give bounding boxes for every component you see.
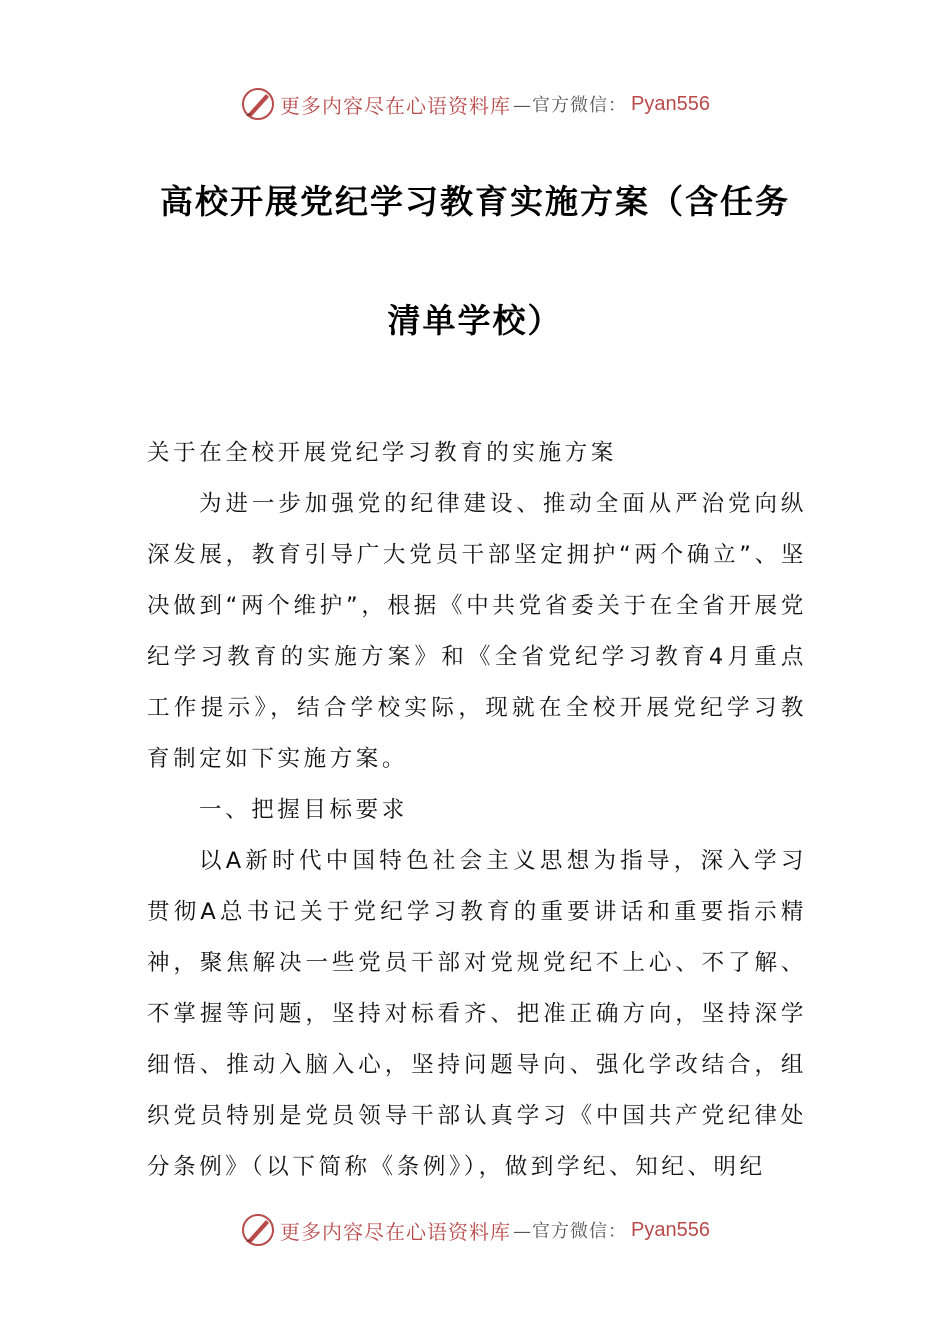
pen-logo-icon [240, 1212, 276, 1248]
watermark-wechat-id: Pyan556 [631, 92, 710, 115]
section-heading: 一、把握目标要求 [199, 797, 408, 823]
watermark-wechat-id: Pyan556 [631, 1218, 710, 1241]
watermark-brand: 更多内容尽在心语资料库 [280, 1219, 512, 1244]
watermark-official-label: —官方微信： [513, 95, 628, 116]
document-body [147, 428, 807, 1193]
paragraph-goals: 以A新时代中国特色社会主义思想为指导，深入学习贯彻A总书记关于党纪学习教育的重要讲话和重要指示精神，聚焦解决一些党员干部对党规党纪不上心、不了解、不掌握等问题，坚持对标看齐、把准正确方向，坚持深学细悟、推动入脑入心，坚持问题导向、强化学改结合，组织党员特别是党员领导干部认真学习《中国共产党纪律处分条例》（以下简称《条例》），做到学纪、知纪、明纪 [147, 848, 807, 1180]
watermark-banner-bottom [0, 1208, 950, 1252]
watermark-brand: 更多内容尽在心语资料库 [280, 93, 512, 118]
watermark-banner-top [0, 82, 950, 126]
document-subtitle: 关于在全校开展党纪学习教育的实施方案 [147, 440, 617, 466]
document-title-line1: 高校开展党纪学习教育实施方案（含任务 [160, 182, 790, 221]
paragraph-intro: 为进一步加强党的纪律建设、推动全面从严治党向纵深发展，教育引导广大党员干部坚定拥护“两个确立”、坚决做到“两个维护”，根据《中共党省委关于在全省开展党纪学习教育的实施方案》和《全省党纪学习教育4月重点工作提示》，结合学校实际，现就在全校开展党纪学习教育制定如下实施方案。 [147, 491, 807, 772]
document-title-line2: 清单学校） [387, 301, 563, 340]
watermark-official-label: —官方微信： [513, 1221, 628, 1242]
pen-logo-icon [240, 86, 276, 122]
